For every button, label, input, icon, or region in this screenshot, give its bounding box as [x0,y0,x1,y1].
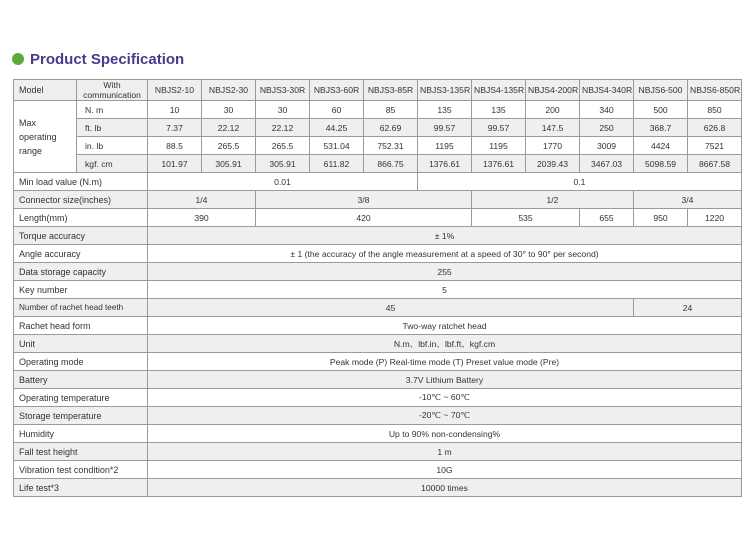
table-row [14,425,742,443]
value-cell: ± 1% [148,227,742,245]
value-cell: 24 [634,299,742,317]
model-cell: NBJS4-200R [526,80,580,101]
model-cell: NBJS2-30 [202,80,256,101]
value-cell: 250 [580,119,634,137]
value-cell: 500 [634,101,688,119]
row-label: Vibration test condition*2 [14,461,148,479]
value-cell: 1195 [418,137,472,155]
value-cell: 99.57 [472,119,526,137]
bullet-dot-icon [12,53,24,65]
model-cell: NBJS3-30R [256,80,310,101]
value-cell: 45 [148,299,634,317]
model-label: Model [14,80,77,101]
row-label: Angle accuracy [14,245,148,263]
value-cell: 44.25 [310,119,364,137]
value-cell: 626.8 [688,119,742,137]
table-row [14,155,742,173]
value-cell: 200 [526,101,580,119]
value-cell: 531.04 [310,137,364,155]
table-row [14,227,742,245]
table-row [14,299,742,317]
value-cell: 1195 [472,137,526,155]
model-cell: NBJS3-60R [310,80,364,101]
row-label: Rachet head form [14,317,148,335]
value-cell: 1376.61 [472,155,526,173]
page-title: Product Specification [30,50,185,68]
with-communication-label: With communication [77,80,148,101]
model-cell: NBJS3-85R [364,80,418,101]
value-cell: 99.57 [418,119,472,137]
model-cell: NBJS2-10 [148,80,202,101]
row-label: Key number [14,281,148,299]
unit-label: kgf. cm [77,155,148,173]
value-cell: 22.12 [202,119,256,137]
row-label: Operating temperature [14,389,148,407]
value-cell: 340 [580,101,634,119]
table-row [14,173,742,191]
table-row [14,371,742,389]
value-cell: 5098.59 [634,155,688,173]
row-label: Connector size(inches) [14,191,148,209]
value-cell: 866.75 [364,155,418,173]
value-cell: 3/4 [634,191,742,209]
value-cell: 1/2 [472,191,634,209]
table-row [14,137,742,155]
value-cell: 7.37 [148,119,202,137]
value-cell: 147.5 [526,119,580,137]
value-cell: 255 [148,263,742,281]
value-cell: 88.5 [148,137,202,155]
value-cell: 305.91 [202,155,256,173]
value-cell: -20℃ ~ 70℃ [148,407,742,425]
value-cell: 1 m [148,443,742,461]
value-cell: 265.5 [202,137,256,155]
row-label: Data storage capacity [14,263,148,281]
value-cell: 101.97 [148,155,202,173]
value-cell: 3467.03 [580,155,634,173]
value-cell: Two-way ratchet head [148,317,742,335]
row-label: Number of rachet head teeth [14,299,148,317]
value-cell: 950 [634,209,688,227]
value-cell: 135 [418,101,472,119]
value-cell: 1770 [526,137,580,155]
value-cell: 10 [148,101,202,119]
value-cell: 10000 times [148,479,742,497]
value-cell: 1/4 [148,191,256,209]
value-cell: 368.7 [634,119,688,137]
value-cell: 85 [364,101,418,119]
value-cell: 265.5 [256,137,310,155]
value-cell: 3/8 [256,191,472,209]
table-row [14,281,742,299]
table-row [14,245,742,263]
value-cell: 30 [202,101,256,119]
value-cell: 2039.43 [526,155,580,173]
unit-label: ft. lb [77,119,148,137]
table-row [14,209,742,227]
value-cell: N.m、lbf.in、lbf.ft、kgf.cm [148,335,742,353]
value-cell: Up to 90% non-condensing% [148,425,742,443]
table-row [14,191,742,209]
table-row [14,317,742,335]
spec-table [13,79,742,497]
value-cell: 752.31 [364,137,418,155]
table-row [14,479,742,497]
value-cell: 305.91 [256,155,310,173]
value-cell: 0.1 [418,173,742,191]
value-cell: 850 [688,101,742,119]
value-cell: 3.7V Lithium Battery [148,371,742,389]
unit-label: in. lb [77,137,148,155]
table-row [14,119,742,137]
table-row [14,335,742,353]
row-label: Unit [14,335,148,353]
unit-label: N. m [77,101,148,119]
value-cell: ± 1 (the accuracy of the angle measurement at a speed of 30° to 90° per second) [148,245,742,263]
table-row [14,443,742,461]
row-label: Min load value (N.m) [14,173,148,191]
table-row [14,101,742,119]
row-label: Fall test height [14,443,148,461]
row-label: Humidity [14,425,148,443]
model-cell: NBJS6-850R [688,80,742,101]
value-cell: 390 [148,209,256,227]
row-label: Battery [14,371,148,389]
row-label: Torque accuracy [14,227,148,245]
value-cell: 135 [472,101,526,119]
value-cell: 30 [256,101,310,119]
value-cell: 420 [256,209,472,227]
model-cell: NBJS4-340R [580,80,634,101]
value-cell: 7521 [688,137,742,155]
value-cell: 4424 [634,137,688,155]
value-cell: 611.82 [310,155,364,173]
row-label: Storage temperature [14,407,148,425]
header-row [14,80,742,101]
value-cell: 5 [148,281,742,299]
section-heading [12,48,184,70]
table-row [14,263,742,281]
value-cell: 22.12 [256,119,310,137]
table-row [14,461,742,479]
value-cell: 10G [148,461,742,479]
row-label: Life test*3 [14,479,148,497]
value-cell: 1376.61 [418,155,472,173]
row-label: Length(mm) [14,209,148,227]
value-cell: 1220 [688,209,742,227]
model-cell: NBJS4-135R [472,80,526,101]
model-cell: NBJS6-500 [634,80,688,101]
model-cell: NBJS3-135R [418,80,472,101]
table-row [14,407,742,425]
row-label: Operating mode [14,353,148,371]
value-cell: 62.69 [364,119,418,137]
max-range-label: Max operating range [14,101,77,173]
value-cell: -10℃ ~ 60℃ [148,389,742,407]
value-cell: 0.01 [148,173,418,191]
value-cell: 60 [310,101,364,119]
table-row [14,389,742,407]
value-cell: 3009 [580,137,634,155]
value-cell: 8667.58 [688,155,742,173]
table-row [14,353,742,371]
value-cell: 655 [580,209,634,227]
value-cell: 535 [472,209,580,227]
value-cell: Peak mode (P) Real-time mode (T) Preset value mode (Pre) [148,353,742,371]
